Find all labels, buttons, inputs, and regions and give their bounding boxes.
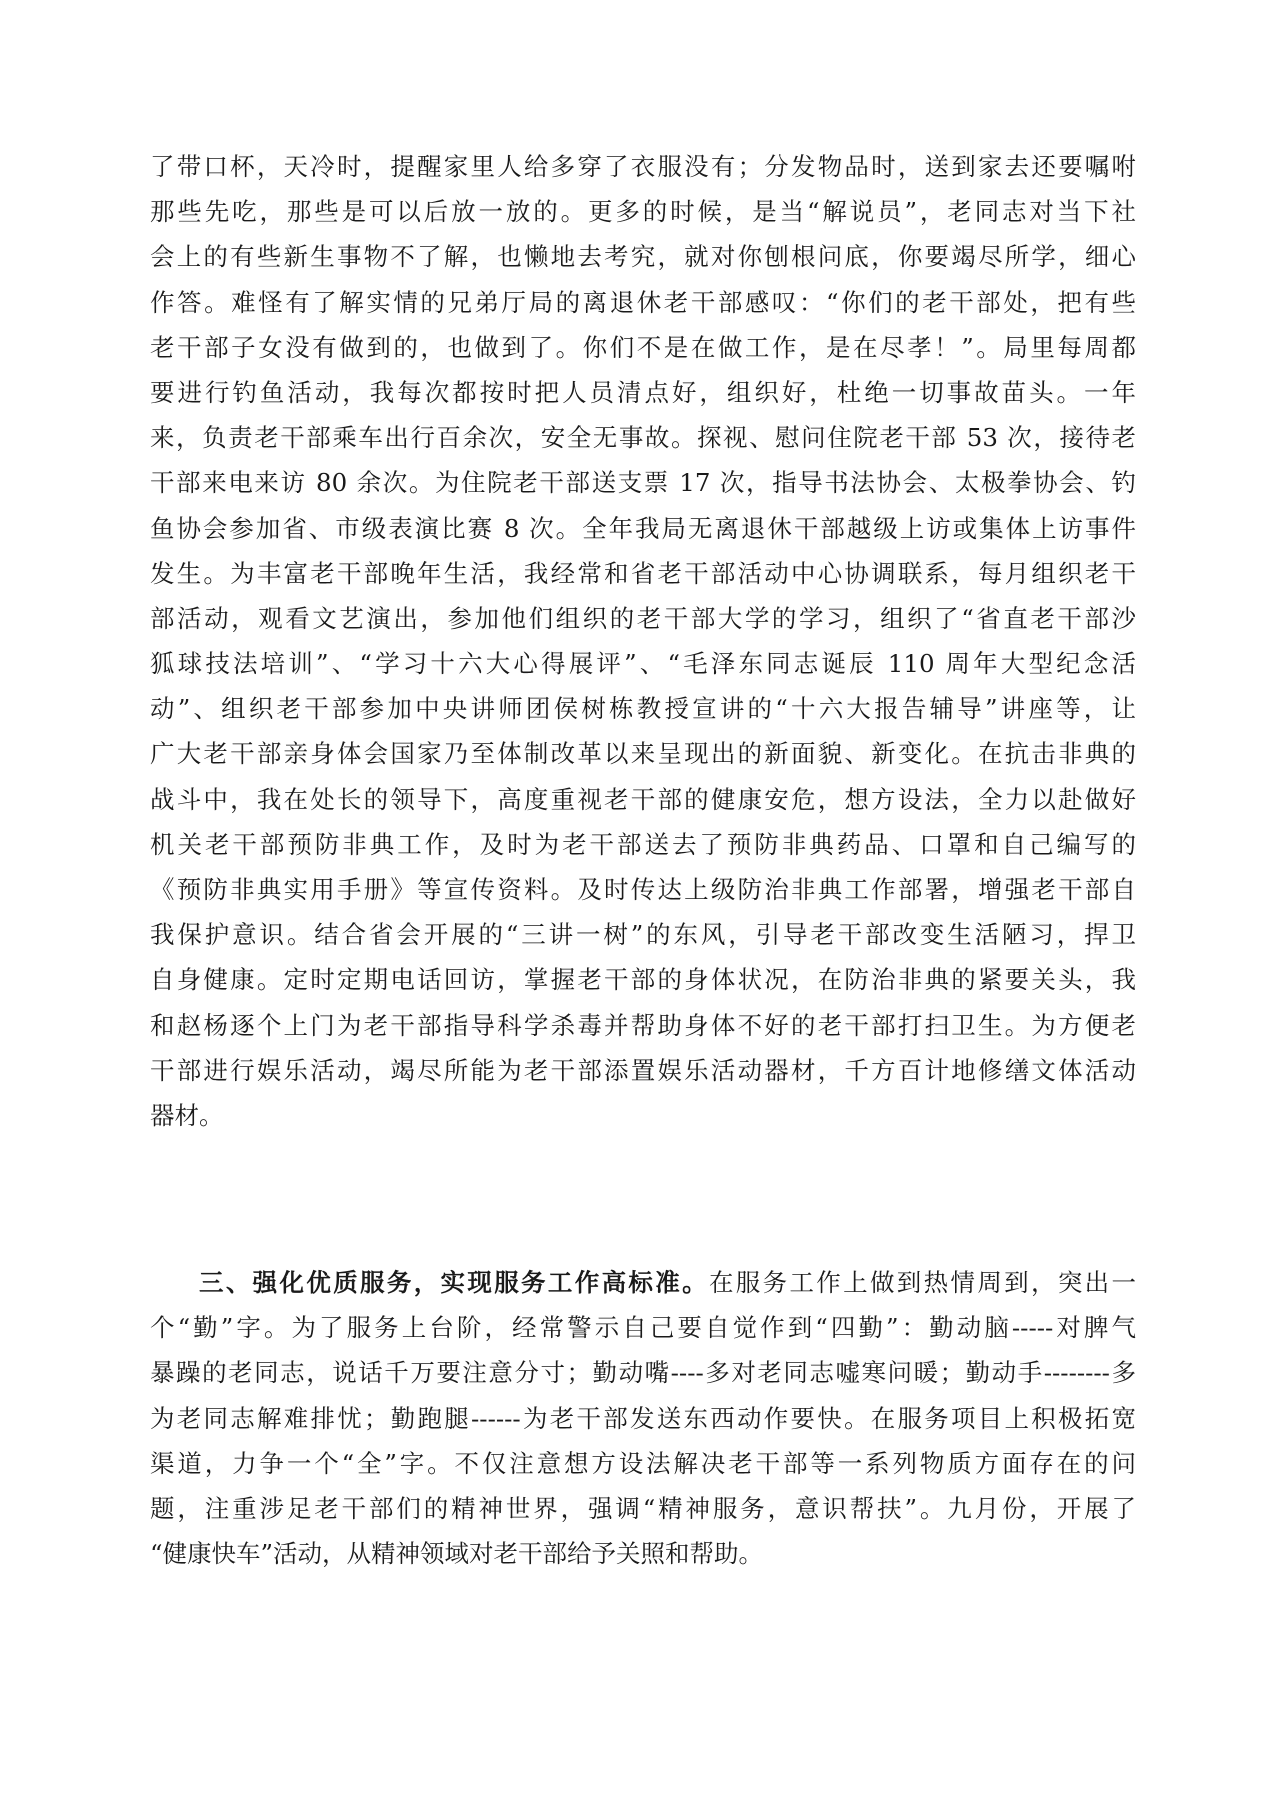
text-line-with-heading: [150, 1260, 1136, 1305]
text-line: 我保护意识。结合省会开展的“三讲一树”的东风，引导老干部改变生活陋习，捍卫: [150, 920, 1136, 950]
text-line: “健康快车”活动，从精神领域对老干部给予关照和帮助。: [150, 1539, 764, 1569]
section-heading: 三、强化优质服务，实现服务工作高标准。: [199, 1268, 709, 1297]
body-paragraph-2: [150, 1260, 1136, 1576]
text-line: 题，注重涉足老干部们的精神世界，强调“精神服务，意识帮扶”。九月份，开展了: [150, 1493, 1136, 1523]
text-line: 战斗中，我在处长的领导下，高度重视老干部的健康安危，想方设法，全力以赴做好: [150, 784, 1136, 814]
text-line: 暴躁的老同志，说话千万要注意分寸；勤动嘴----多对老同志嘘寒问暖；勤动手--------多: [150, 1358, 1136, 1388]
text-line: 为老同志解难排忧；勤跑腿------为老干部发送东西动作要快。在服务项目上积极拓宽: [150, 1403, 1136, 1433]
body-paragraph-1: [150, 144, 1136, 1138]
text-line: 狐球技法培训”、“学习十六大心得展评”、“毛泽东同志诞辰 110 周年大型纪念活: [150, 649, 1136, 679]
text-line: 会上的有些新生事物不了解，也懒地去考究，就对你刨根问底，你要竭尽所学，细心: [150, 242, 1136, 272]
text-line: 那些先吃，那些是可以后放一放的。更多的时候，是当“解说员”，老同志对当下社: [150, 197, 1136, 227]
text-line: 发生。为丰富老干部晚年生活，我经常和省老干部活动中心协调联系，每月组织老干: [150, 558, 1136, 588]
text-line: 器材。: [150, 1100, 224, 1130]
text-line: 鱼协会参加省、市级表演比赛 8 次。全年我局无离退休干部越级上访或集体上访事件: [150, 513, 1136, 543]
text-line: 来，负责老干部乘车出行百余次，安全无事故。探视、慰问住院老干部 53 次，接待老: [150, 423, 1136, 453]
text-line: 个“勤”字。为了服务上台阶，经常警示自己要自觉作到“四勤”：勤动脑-----对脾气: [150, 1313, 1136, 1343]
text-line: 自身健康。定时定期电话回访，掌握老干部的身体状况，在防治非典的紧要关头，我: [150, 965, 1136, 995]
text-line: 作答。难怪有了解实情的兄弟厅局的离退休老干部感叹：“你们的老干部处，把有些: [150, 287, 1136, 317]
text-line: 《预防非典实用手册》等宣传资料。及时传达上级防治非典工作部署，增强老干部自: [150, 875, 1136, 904]
text-line: 了带口杯，天冷时，提醒家里人给多穿了衣服没有；分发物品时，送到家去还要嘱咐: [150, 152, 1136, 181]
text-line: 和赵杨逐个上门为老干部指导科学杀毒并帮助身体不好的老干部打扫卫生。为方便老: [150, 1010, 1136, 1040]
text-line: 干部进行娱乐活动，竭尽所能为老干部添置娱乐活动器材，千方百计地修缮文体活动: [150, 1055, 1136, 1085]
text-line: 要进行钓鱼活动，我每次都按时把人员清点好，组织好，杜绝一切事故苗头。一年: [150, 377, 1136, 407]
text-run: 在服务工作上做到热情周到，突出一: [708, 1268, 1137, 1297]
text-line: 动”、组织老干部参加中央讲师团侯树栋教授宣讲的“十六大报告辅导”讲座等，让: [150, 694, 1136, 724]
text-line: 广大老干部亲身体会国家乃至体制改革以来呈现出的新面貌、新变化。在抗击非典的: [150, 739, 1136, 769]
text-line: 机关老干部预防非典工作，及时为老干部送去了预防非典药品、口罩和自己编写的: [150, 829, 1136, 859]
text-line: 渠道，力争一个“全”字。不仅注意想方设法解决老干部等一系列物质方面存在的问: [150, 1448, 1136, 1478]
text-line: 老干部子女没有做到的，也做到了。你们不是在做工作，是在尽孝！”。局里每周都: [150, 332, 1136, 362]
text-line: 干部来电来访 80 余次。为住院老干部送支票 17 次，指导书法协会、太极拳协会、钓: [150, 468, 1136, 498]
text-line: 部活动，观看文艺演出，参加他们组织的老干部大学的学习，组织了“省直老干部沙: [150, 603, 1136, 633]
